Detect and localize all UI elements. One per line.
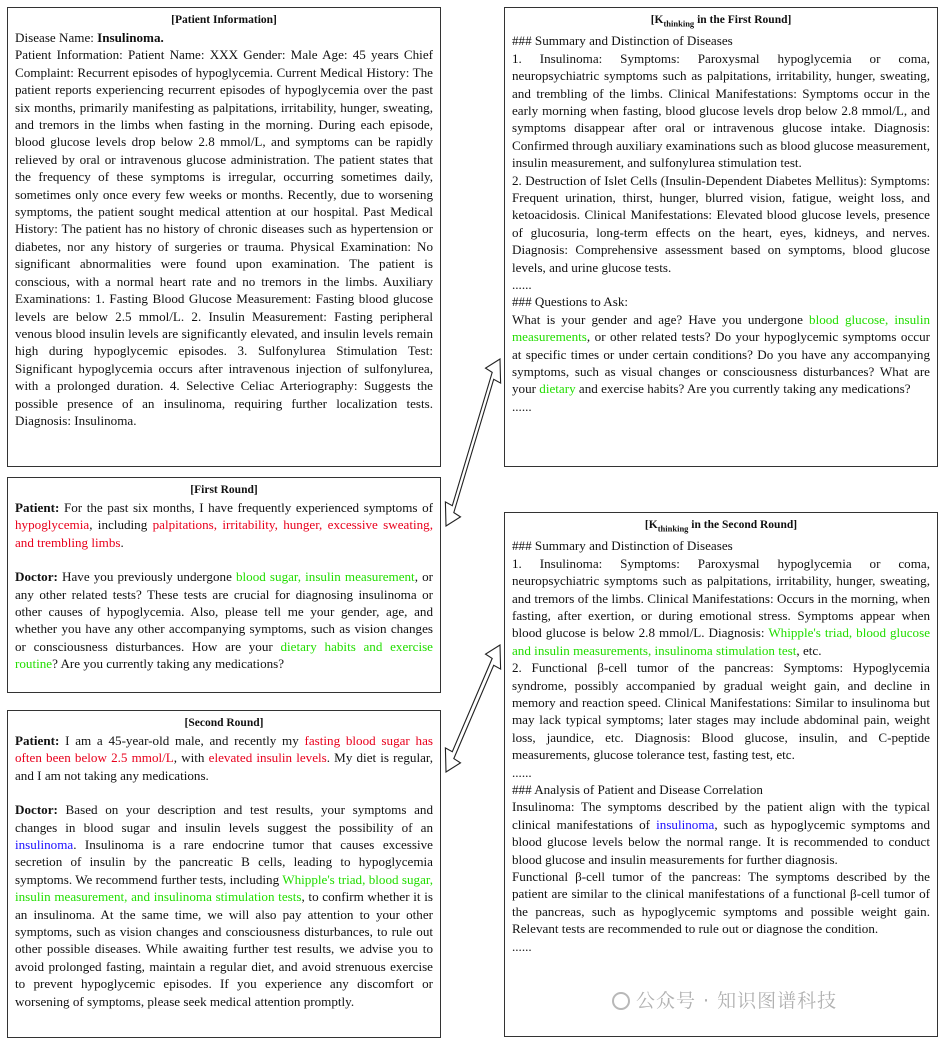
k-thinking-first-round-box bbox=[504, 7, 938, 467]
test-highlight: blood glucose, insulin measurements bbox=[512, 311, 931, 345]
disease-name-line: Disease Name: Insulinoma. bbox=[15, 30, 164, 45]
patient-information-title: [Patient Information] bbox=[171, 14, 277, 26]
patient-symptom-highlight: fasting blood sugar has often been below 2.5 mmol/L bbox=[15, 733, 433, 766]
doctor-test-highlight: Whipple's triad, blood sugar, insulin measurement, and insulinoma stimulation tests bbox=[15, 871, 433, 905]
patient-symptom-highlight: hypoglycemia bbox=[15, 517, 90, 533]
second-round-title: [Second Round] bbox=[184, 717, 264, 729]
patient-label: Patient: bbox=[15, 500, 60, 515]
patient-information-text: Patient Information: Patient Name: XXX Gender: Male Age: 45 years Chief Complaint: Recurrent episodes of hypoglycemia. Current Medical History: The patient reports experiencing recurrent episodes of hypoglycemia over the past six months, primarily manifesting as palpitations, irritability, hunger, sweating, and tremors in the limbs when fasting in the morning. During each episode, blood glucose levels drop below 2.8 mmol/L, and symptoms can be rapidly relieved by oral or intravenous glucose administration. The patient states that the frequency of these symptoms is irregular, occurring sometimes daily, sometimes only once every few weeks or months. Recently, due to worsening symptoms, the patient sought medical attention at our hospital. Past Medical History: The patient has no history of chronic diseases such as hypertension or diabetes, nor any history of surgeries or trauma. Physical Examination: No significant abnormalities were found upon examination. The patient is conscious, with a normal heart rate and no tremors in the limbs. Auxiliary Examinations: 1. Fasting Blood Glucose Measurement: Fasting blood glucose levels are below 2.5 mmol/L. 2. Insulin Measurement: Fasting peripheral venous blood insulin levels are significantly elevated, and insulin levels remain high during hypoglycemic episodes. 3. Sulfonylurea Stimulation Test: Significant hypoglycemia occurs after intravenous injection of sulfonylurea, with a prolonged duration. 4. Selective Celiac Arteriography: Suggests the possible presence of an insulinoma, requiring further localization tests. Diagnosis: Insulinoma. bbox=[15, 47, 433, 428]
ellipsis: ...... bbox=[512, 938, 532, 954]
doctor-test-highlight: blood sugar, insulin measurement bbox=[236, 569, 415, 585]
patient-label: Patient: bbox=[15, 733, 60, 748]
k-thinking-second-round-box bbox=[504, 512, 938, 1037]
doctor-test-highlight: dietary habits and exercise routine bbox=[15, 638, 433, 672]
first-round-box bbox=[7, 477, 441, 693]
disease-summary-item: 2. Functional β-cell tumor of the pancreas: Symptoms: Hypoglycemia syndrome, possibly accompanied by gradual weight gain, and decline in memory and reaction speed. Clinical Manifestations: Similar to insulinoma but may lack typical symptoms; later stages may include abdominal pain, weight loss, jaundice, etc. Diagnosis: Blood glucose, insulin, and C-peptide measurements, glucose tolerance test, fasting test, etc. bbox=[512, 660, 930, 763]
section-heading: ### Summary and Distinction of Diseases bbox=[512, 538, 733, 554]
section-heading: ### Questions to Ask: bbox=[512, 294, 629, 310]
patient-symptom-highlight: palpitations, irritability, hunger, excessive sweating, and trembling limbs bbox=[15, 517, 433, 550]
patient-symptom-highlight: elevated insulin levels bbox=[208, 750, 327, 766]
ellipsis: ...... bbox=[512, 764, 532, 780]
second-round-patient-utterance: Patient: I am a 45-year-old male, and recently my fasting blood sugar has often been below 2.5 mmol/L, with elevated insulin levels. My diet is regular, and I am not taking any medications. bbox=[15, 733, 433, 783]
correlation-analysis-item: Insulinoma: The symptoms described by the patient align with the typical clinical manifestations of insulinoma, such as hypoglycemic symptoms and blood glucose levels below the normal range. It is recommended to conduct blood glucose and insulin measurements for further diagnosis. bbox=[512, 799, 930, 867]
diagnosis-highlight: insulinoma bbox=[656, 816, 715, 832]
section-heading: ### Analysis of Patient and Disease Correlation bbox=[512, 781, 763, 797]
questions-text: What is your gender and age? Have you undergone blood glucose, insulin measurements, or other related tests? Do your hypoglycemic symptoms occur at specific times or under certain conditions? Do you have any accompanying symptoms, such as visual changes or consciousness disturbances? What are your dietary and exercise habits? Are you currently taking any medications? bbox=[512, 311, 931, 397]
double-arrow-first-round bbox=[445, 359, 500, 526]
disease-summary-item: 2. Destruction of Islet Cells (Insulin-Dependent Diabetes Mellitus): Symptoms: Frequent urination, thirst, hunger, blurred vision, fatigue, weight loss, and ketoacidosis. Clinical Manifestations: Elevated blood glucose levels, presence of glucosuria, long-term effects on the heart, eyes, kidneys, and nerves. Diagnosis: Comprehensive assessment based on symptoms, blood glucose levels, and urine glucose tests. bbox=[512, 172, 930, 275]
k-thinking-first-round-title: [$K_{thinking}$ in the First Round] bbox=[650, 14, 792, 29]
watermark: 公众号 · 知识图谱科技 bbox=[612, 986, 837, 1013]
patient-information-box bbox=[7, 7, 441, 467]
disease-summary-item: 1. Insulinoma: Symptoms: Paroxysmal hypoglycemia or coma, neuropsychiatric symptoms such as palpitations, irritability, hunger, sweating, and tremors of the limbs. Clinical Manifestations: Occurs in the morning, when fasting, after exertion, or during emotional stress. Symptoms appear when blood glucose is below 2.8 mmol/L. Diagnosis: Whipple's triad, blood glucose and insulin measurements, insulinoma stimulation test, etc. bbox=[512, 555, 931, 658]
first-round-title: [First Round] bbox=[190, 484, 258, 496]
first-round-patient-utterance: Patient: For the past six months, I have frequently experienced symptoms of hypoglycemia, including palpitations, irritability, hunger, excessive sweating, and trembling limbs. bbox=[15, 500, 433, 550]
section-heading: ### Summary and Distinction of Diseases bbox=[512, 33, 733, 49]
test-highlight: dietary bbox=[539, 381, 576, 397]
doctor-label: Doctor: bbox=[15, 569, 58, 585]
second-round-doctor-utterance: Doctor: Based on your description and test results, your symptoms and changes in blood sugar and insulin levels suggest the possibility of an insulinoma. Insulinoma is a rare endocrine tumor that causes excessive secretion of insulin by the pancreatic B cells, leading to hypoglycemia symptoms. We recommend further tests, including Whipple's triad, blood sugar, insulin measurement, and insulinoma stimulation tests, to confirm whether it is an insulinoma. At the same time, we will also pay attention to your other symptoms, such as vision changes and consciousness disturbances, to rule out other possible diseases. While awaiting further test results, we advise you to avoid prolonged fasting, maintain a regular diet, and avoid strenuous exercise to prevent hypoglycemic episodes. If you experience any discomfort or worsening of symptoms, please seek medical attention promptly. bbox=[15, 802, 433, 1009]
test-highlight: Whipple's triad, blood glucose and insulin measurements, insulinoma stimulation test bbox=[512, 625, 931, 658]
disease-summary-item: 1. Insulinoma: Symptoms: Paroxysmal hypoglycemia or coma, neuropsychiatric symptoms such as palpitations, irritability, hunger, sweating, and trembling of the limbs. Clinical Manifestations: Symptoms occur in the early morning when fasting, blood glucose levels drop below 2.8 mmol/L, and symptoms disappear after oral or intravenous glucose intake. Diagnosis: Confirmed through auxiliary examinations such as blood glucose measurement, insulin measurement, and sulfonylurea stimulation test. bbox=[512, 50, 930, 171]
doctor-label: Doctor: bbox=[15, 802, 58, 818]
wechat-logo-icon bbox=[612, 992, 630, 1010]
k-thinking-second-round-title: [$K_{thinking}$ in the Second Round] bbox=[644, 519, 798, 534]
disease-name-value: Insulinoma. bbox=[97, 30, 164, 45]
ellipsis: ...... bbox=[512, 398, 532, 414]
double-arrow-second-round bbox=[445, 645, 500, 772]
second-round-box bbox=[7, 710, 441, 1038]
correlation-analysis-item: Functional β-cell tumor of the pancreas: The symptoms described by the patient are similar to the clinical manifestations of a functional β-cell tumor of the pancreas, such as hypoglycemic symptoms and possible weight gain. Relevant tests are recommended to rule out or diagnose the condition. bbox=[512, 869, 930, 937]
ellipsis: ...... bbox=[512, 276, 532, 292]
doctor-diagnosis-highlight: insulinoma bbox=[15, 837, 74, 853]
first-round-doctor-utterance: Doctor: Have you previously undergone blood sugar, insulin measurement, or any other related tests? These tests are crucial for diagnosing insulinoma or other causes of hypoglycemia. Also, please tell me your gender, age, and whether you have any other accompanying symptoms, such as vision changes or consciousness disturbances. How are your dietary habits and exercise routine? Are you currently taking any medications? bbox=[15, 569, 433, 672]
